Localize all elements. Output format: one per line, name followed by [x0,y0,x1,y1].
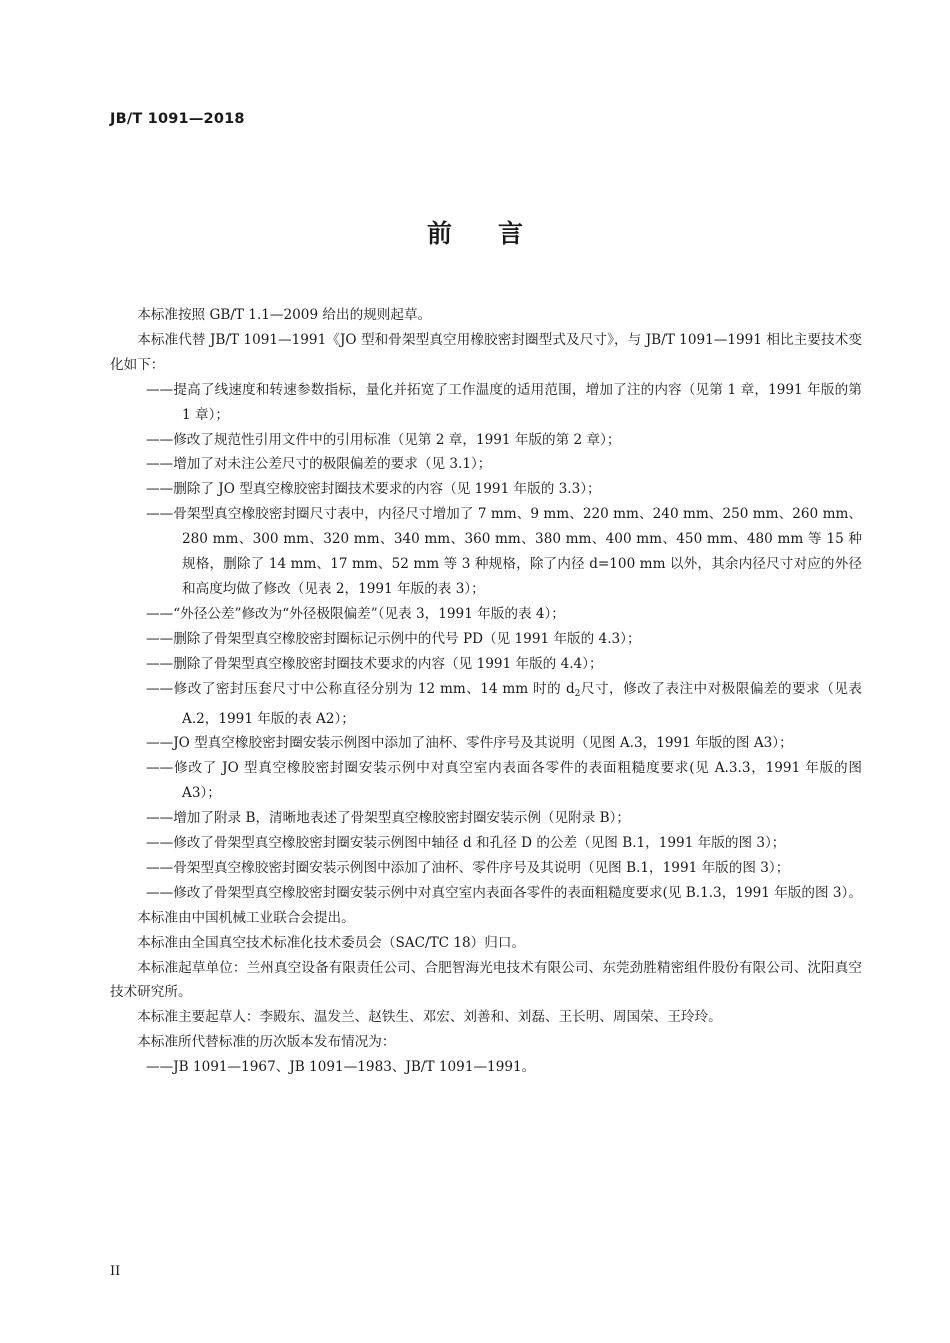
change-item: ——删除了骨架型真空橡胶密封圈标记示例中的代号 PD（见 1991 年版的 4.3）； [146,630,641,647]
paragraph: 本标准由全国真空技术标准化技术委员会（SAC/TC 18）归口。 [137,934,526,951]
standard-number: JB/T 1091—2018 [110,111,245,127]
subscript: 2 [574,688,581,699]
paragraph: 本标准代替 JB/T 1091—1991《JO 型和骨架型真空用橡胶密封圈型式及尺寸》，与 JB/T 1091—1991 相比主要技术变化如下： [110,331,862,373]
change-item: ——骨架型真空橡胶密封圈安装示例图中添加了油杯、零件序号及其说明（见图 B.1，1991 年版的图 3）； [146,859,790,876]
change-item: ——修改了规范性引用文件中的引用标准（见第 2 章，1991 年版的第 2 章）； [146,431,621,448]
page-title: 前言 [426,219,569,248]
change-item: ——提高了线速度和转速参数指标，量化并拓宽了工作温度的适用范围，增加了注的内容（见第 1 章，1991 年版的第 1 章）； [146,381,862,423]
change-item-text: ——修改了密封压套尺寸中公称直径分别为 12 mm、14 mm 时的 d [146,680,575,697]
change-item [110,677,862,732]
change-item: ——删除了骨架型真空橡胶密封圈技术要求的内容（见 1991 年版的 4.4）； [146,655,603,672]
change-item: ——增加了对未注公差尺寸的极限偏差的要求（见 3.1）； [146,456,492,473]
change-item: ——“外径公差”修改为“外径极限偏差”（见表 3，1991 年版的表 4）； [146,605,565,622]
change-item: ——修改了骨架型真空橡胶密封圈安装示例图中轴径 d 和孔径 D 的公差（见图 B.1，1991 年版的图 3）； [146,835,786,852]
change-item: ——JO 型真空橡胶密封圈安装示例图中添加了油杯、零件序号及其说明（见图 A.3，1991 年版的图 A3）； [146,735,793,752]
change-item: ——修改了 JO 型真空橡胶密封圈安装示例中对真空室内表面各零件的表面粗糙度要求(见 A.3.3，1991 年版的图 A3）； [146,760,862,802]
change-item: ——删除了 JO 型真空橡胶密封圈技术要求的内容（见 1991 年版的 3.3）； [146,481,601,498]
foreword-body [110,303,862,1080]
page-number: II [110,1264,121,1279]
history-item: ——JB 1091—1967、JB 1091—1983、JB/T 1091—1991。 [146,1059,536,1076]
paragraph: 本标准起草单位：兰州真空设备有限责任公司、合肥智海光电技术有限公司、东莞劲胜精密组件股份有限公司、沈阳真空技术研究所。 [110,959,862,1001]
paragraph: 本标准主要起草人：李殿东、温发兰、赵铁生、邓宏、刘善和、刘磊、王长明、周国荣、王玲玲。 [137,1009,722,1026]
change-item: ——骨架型真空橡胶密封圈尺寸表中，内径尺寸增加了 7 mm、9 mm、220 mm、240 mm、250 mm、260 mm、280 mm、300 mm、320 mm、340 mm、360 mm、380 mm、400 mm、450 mm、480 mm 等 15 种规格，删除了 14 mm、17 mm、52 mm 等 3 种规格，除了内径 d=100 mm 以外，其余内径尺寸对应的外径和高度均做了修改（见表 2，1991 年版的表 3）； [146,506,862,597]
change-item: ——修改了骨架型真空橡胶密封圈安装示例中对真空室内表面各零件的表面粗糙度要求(见 B.1.3，1991 年版的图 3）。 [146,884,862,901]
change-item-tail: 尺寸，修改了表注中对极限偏差的要求（见表 A.2，1991 年版的表 A2）； [182,680,862,727]
paragraph: 本标准由中国机械工业联合会提出。 [137,909,355,926]
paragraph: 本标准所代替标准的历次版本发布情况为： [137,1034,396,1051]
change-item: ——增加了附录 B，清晰地表述了骨架型真空橡胶密封圈安装示例（见附录 B）； [146,810,631,827]
paragraph: 本标准按照 GB/T 1.1—2009 给出的规则起草。 [137,307,432,323]
